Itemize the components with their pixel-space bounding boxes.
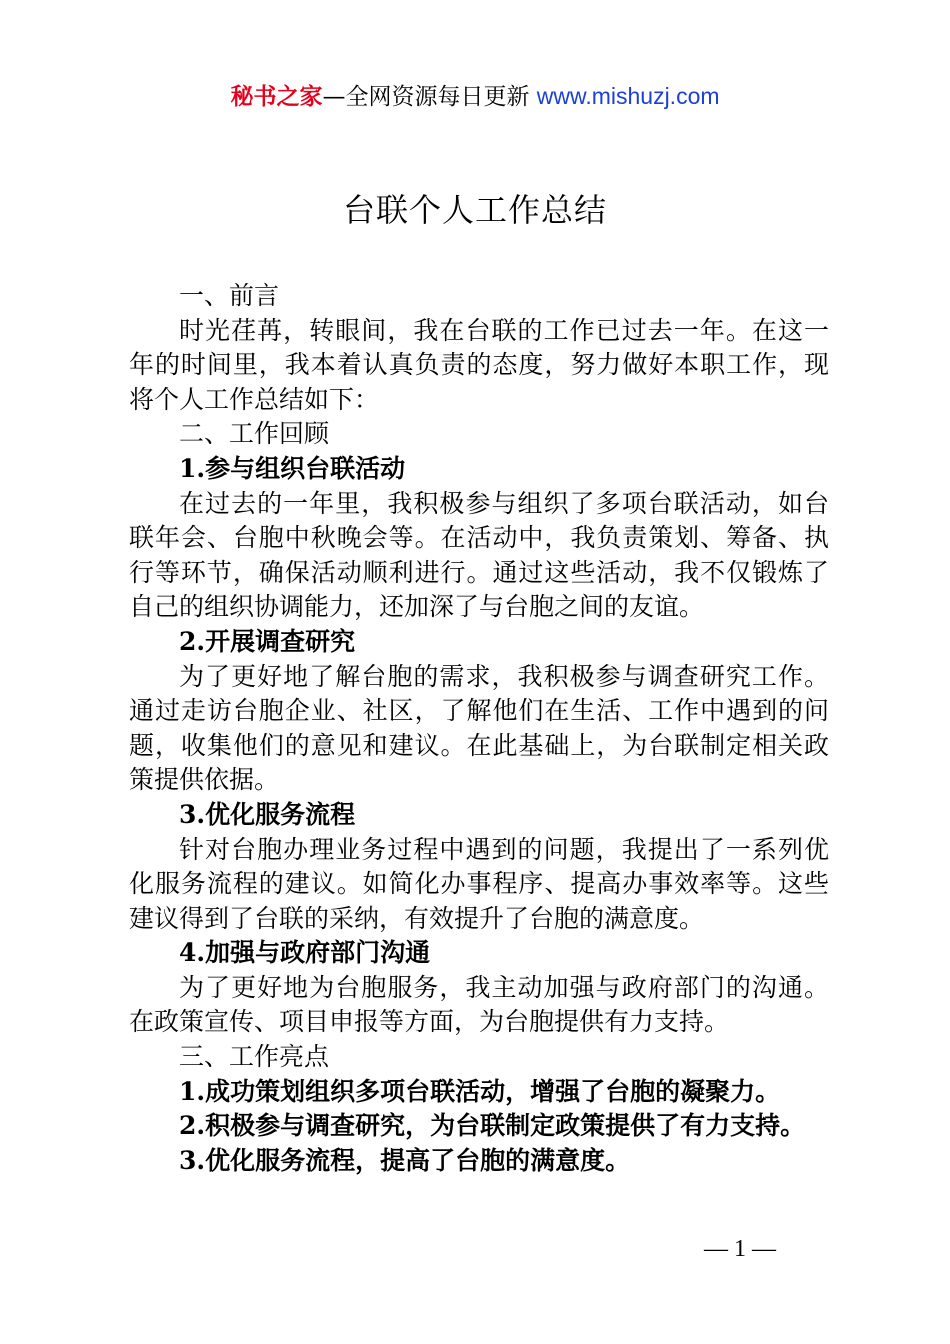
section-heading-highlights: 三、工作亮点 xyxy=(179,1042,330,1072)
paragraph-line: 策提供依据。 xyxy=(129,765,280,795)
paragraph-line: 将个人工作总结如下： xyxy=(129,384,380,414)
paragraph-line: 时光荏苒，转眼间，我在台联的工作已过去一年。在这一 xyxy=(179,315,829,345)
highlight-item-2 xyxy=(129,1109,829,1144)
site-tagline: —全网资源每日更新 xyxy=(322,84,530,110)
highlight-number: 3. xyxy=(179,1145,206,1175)
paragraph-line: 年的时间里，我本着认真负责的态度，努力做好本职工作，现 xyxy=(129,350,829,380)
subheading-text: 加强与政府部门沟通 xyxy=(205,938,431,968)
highlight-item-1 xyxy=(129,1075,829,1110)
highlight-text: 成功策划组织多项台联活动，增强了台胞的凝聚力。 xyxy=(205,1076,781,1106)
paragraph-line: 为了更好地了解台胞的需求，我积极参与调查研究工作。 xyxy=(179,661,829,691)
paragraph-line: 题，收集他们的意见和建议。在此基础上，为台联制定相关政 xyxy=(129,730,829,760)
paragraph-line: 在过去的一年里，我积极参与组织了多项台联活动，如台 xyxy=(179,488,829,518)
site-brand: 秘书之家 xyxy=(230,84,323,110)
subheading-text: 开展调查研究 xyxy=(205,626,356,656)
subheading-number: 1. xyxy=(179,453,206,483)
section-heading-intro: 一、前言 xyxy=(179,281,280,310)
page-number: — 1 — xyxy=(704,1236,776,1262)
paragraph-line: 化服务流程的建议。如简化办事程序、提高办事效率等。这些 xyxy=(129,869,829,899)
paragraph-line: 针对台胞办理业务过程中遇到的问题，我提出了一系列优 xyxy=(179,834,829,864)
subheading-item-3 xyxy=(129,798,829,833)
document-body xyxy=(129,279,829,1178)
document-title: 台联个人工作总结 xyxy=(342,191,607,229)
highlight-number: 2. xyxy=(179,1111,206,1141)
highlight-item-3 xyxy=(129,1144,829,1179)
subheading-text: 参与组织台联活动 xyxy=(205,453,406,483)
subheading-item-4 xyxy=(129,936,829,971)
paragraph-line: 建议得到了台联的采纳，有效提升了台胞的满意度。 xyxy=(129,903,705,933)
highlight-number: 1. xyxy=(179,1076,206,1106)
subheading-text: 优化服务流程 xyxy=(205,799,356,829)
paragraph-line: 自己的组织协调能力，还加深了与台胞之间的友谊。 xyxy=(129,592,705,622)
subheading-number: 4. xyxy=(179,938,206,968)
subheading-number: 3. xyxy=(179,799,206,829)
highlight-text: 优化服务流程，提高了台胞的满意度。 xyxy=(205,1145,631,1175)
paragraph-line: 行等环节，确保活动顺利进行。通过这些活动，我不仅锻炼了 xyxy=(129,557,829,587)
subheading-number: 2. xyxy=(179,626,206,656)
highlight-text: 积极参与调查研究，为台联制定政策提供了有力支持。 xyxy=(205,1111,806,1141)
paragraph-line: 联年会、台胞中秋晚会等。在活动中，我负责策划、筹备、执 xyxy=(129,523,829,553)
site-header xyxy=(0,80,950,113)
subheading-item-2 xyxy=(129,625,829,660)
section-heading-review: 二、工作回顾 xyxy=(179,419,330,449)
site-url-link[interactable]: www.mishuzj.com xyxy=(536,83,720,109)
paragraph-line: 在政策宣传、项目申报等方面，为台胞提供有力支持。 xyxy=(129,1007,730,1037)
paragraph-line: 通过走访台胞企业、社区，了解他们在生活、工作中遇到的问 xyxy=(129,696,829,726)
paragraph-line: 为了更好地为台胞服务，我主动加强与政府部门的沟通。 xyxy=(179,972,829,1002)
subheading-item-1 xyxy=(129,452,829,487)
